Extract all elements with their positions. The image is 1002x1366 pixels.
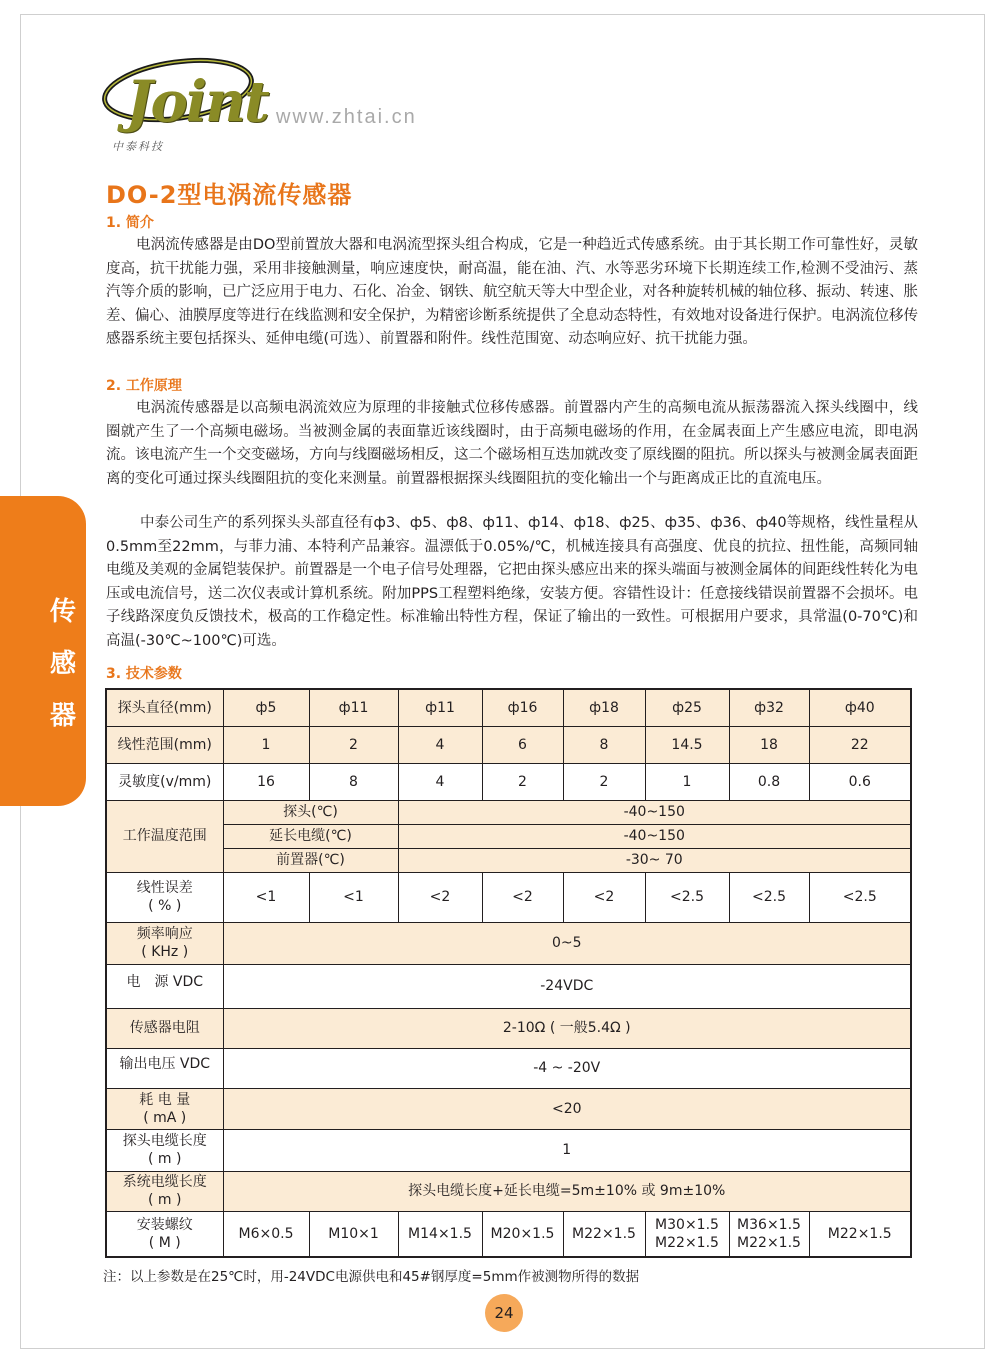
row-label — [106, 1171, 223, 1211]
table-cell: M22×1.5 — [563, 1211, 645, 1257]
table-row — [106, 848, 911, 872]
side-char: 器 — [49, 701, 76, 731]
company-logo — [100, 52, 270, 152]
table-row — [106, 872, 911, 922]
spec-heading: 3. 技术参数 — [106, 666, 182, 682]
table-cell: ф40 — [809, 689, 911, 726]
principle-paragraph-1: 电涡流传感器是以高频电涡流效应为原理的非接触式位移传感器。前置器内产生的高频电流从振荡器流入探头线圈中，线圈就产生了一个高频电磁场。当被测金属的表面靠近该线圈时，由于高频电磁场的作用，在金属表面上产生感应电流，即电涡流。该电流产生一个交变磁场，方向与线圈磁场相反，这二个磁场相互迭加就改变了原线圈的阻抗。所以探头与被测金属表面距离的变化可通过探头线圈阻抗的变化来测量。前置器根据探头线圈阻抗的变化输出一个与距离成正比的直流电压。 — [106, 400, 918, 487]
table-cell: <20 — [223, 1088, 911, 1129]
thread-option: M36×1.5 — [737, 1216, 801, 1233]
row-label-unit: ( M ) — [148, 1234, 181, 1251]
table-row — [106, 800, 911, 824]
table-cell: 0.8 — [729, 763, 809, 800]
table-row — [106, 922, 911, 964]
table-cell: -40~150 — [398, 800, 911, 824]
row-label-line: 线性误差 — [136, 880, 193, 896]
table-cell: 6 — [482, 726, 563, 763]
row-label — [106, 1088, 223, 1129]
row-label — [106, 872, 223, 922]
table-cell: ф32 — [729, 689, 809, 726]
table-cell: M14×1.5 — [398, 1211, 482, 1257]
table-row — [106, 689, 911, 726]
row-label: 线性范围(mm) — [106, 726, 223, 763]
table-cell: <2 — [563, 872, 645, 922]
principle-heading: 2. 工作原理 — [106, 378, 182, 394]
table-cell: <2.5 — [729, 872, 809, 922]
side-char: 感 — [49, 649, 76, 679]
table-cell: -24VDC — [223, 964, 911, 1008]
thread-option: M22×1.5 — [737, 1234, 801, 1251]
table-cell: 4 — [398, 763, 482, 800]
row-label: 工作温度范围 — [106, 800, 223, 872]
page-number: 24 — [485, 1294, 523, 1332]
table-cell: <2 — [398, 872, 482, 922]
intro-heading: 1. 简介 — [106, 215, 154, 231]
table-cell: 1 — [223, 726, 309, 763]
table-cell: 14.5 — [645, 726, 729, 763]
table-cell: 8 — [563, 726, 645, 763]
intro-paragraph: 电涡流传感器是由DO型前置放大器和电涡流型探头组合构成，它是一种趋近式传感系统。由于其长期工作可靠性好，灵敏度高，抗干扰能力强，采用非接触测量，响应速度快，耐高温，能在油、汽、水等恶劣环境下长期连续工作,检测不受油污、蒸汽等介质的影响，已广泛应用于电力、石化、冶金、钢铁、航空航天等大中型企业，对各种旋转机械的轴位移、振动、转速、胀差、偏心、油膜厚度等进行在线监测和安全保护，为精密诊断系统提供了全息动态特性，有效地对设备进行保护。电涡流位移传感器系统主要包括探头、延伸电缆(可选）、前置器和附件。线性范围宽、动态响应好、抗干扰能力强。 — [106, 237, 918, 347]
table-cell: M6×0.5 — [223, 1211, 309, 1257]
sub-row-label: 延长电缆(℃) — [223, 824, 398, 848]
table-row — [106, 1008, 911, 1048]
row-label: 传感器电阻 — [106, 1008, 223, 1048]
row-label: 灵敏度(v/mm) — [106, 763, 223, 800]
table-cell: -30~ 70 — [398, 848, 911, 872]
table-row — [106, 763, 911, 800]
table-cell: M10×1 — [309, 1211, 398, 1257]
table-cell: 2-10Ω ( 一般5.4Ω ) — [223, 1008, 911, 1048]
row-label: 电 源 VDC — [106, 964, 223, 1008]
page-title: DO-2型电涡流传感器 — [106, 181, 353, 209]
row-label-unit: ( mA ) — [143, 1109, 187, 1126]
table-cell: 1 — [645, 763, 729, 800]
table-row — [106, 1129, 911, 1171]
table-cell: ф5 — [223, 689, 309, 726]
row-label-unit: ( % ) — [148, 898, 182, 914]
sub-row-label: 探头(℃) — [223, 800, 398, 824]
spec-table — [105, 688, 912, 1258]
table-cell: 0~5 — [223, 922, 911, 964]
table-cell: ф16 — [482, 689, 563, 726]
row-label-unit: ( m ) — [148, 1192, 182, 1208]
row-label-unit: ( KHz ) — [141, 944, 189, 960]
row-label-line: 频率响应 — [136, 926, 193, 942]
table-cell: ф11 — [309, 689, 398, 726]
table-cell: <1 — [223, 872, 309, 922]
row-label — [106, 922, 223, 964]
table-row — [106, 1171, 911, 1211]
row-label — [106, 1211, 223, 1257]
row-label-line: 探头电缆长度 — [122, 1133, 207, 1149]
table-cell: ф25 — [645, 689, 729, 726]
table-cell: <2 — [482, 872, 563, 922]
table-cell: 16 — [223, 763, 309, 800]
table-row — [106, 1048, 911, 1088]
row-label-line: 耗 电 量 — [139, 1091, 191, 1108]
website-url[interactable]: www.zhtai.cn — [276, 106, 417, 128]
table-row — [106, 964, 911, 1008]
side-category-label — [46, 586, 80, 742]
table-cell: 0.6 — [809, 763, 911, 800]
table-row — [106, 824, 911, 848]
side-char: 传 — [49, 597, 76, 627]
footnote: 注：以上参数是在25℃时，用-24VDC电源供电和45#钢厚度=5mm作被测物所得的数据 — [103, 1269, 640, 1285]
table-cell: -4 ~ -20V — [223, 1048, 911, 1088]
row-label-line: 系统电缆长度 — [122, 1174, 207, 1190]
table-cell: 2 — [563, 763, 645, 800]
table-cell: <1 — [309, 872, 398, 922]
row-label-line: 安装螺纹 — [136, 1216, 193, 1233]
table-row — [106, 1211, 911, 1257]
logo-wordmark: Joint — [126, 69, 268, 135]
logo-subtitle: 中泰科技 — [112, 140, 164, 153]
table-cell: 4 — [398, 726, 482, 763]
table-cell: 22 — [809, 726, 911, 763]
table-cell: M22×1.5 — [809, 1211, 911, 1257]
thread-option: M22×1.5 — [655, 1234, 719, 1251]
table-cell: <2.5 — [645, 872, 729, 922]
thread-option: M30×1.5 — [655, 1216, 719, 1233]
table-cell: 2 — [309, 726, 398, 763]
table-row — [106, 726, 911, 763]
principle-paragraph-2: 中泰公司生产的系列探头头部直径有ф3、ф5、ф8、ф11、ф14、ф18、ф25、ф35、ф36、ф40等规格，线性量程从0.5mm至22mm，与菲力浦、本特利产品兼容。温漂低于0.05%/℃，机械连接具有高强度、优良的抗拉、扭性能，高频同轴电缆及美观的金属铠装保护。前置器是一个电子信号处理器，它把由探头感应出来的探头端面与被测金属体的间距线性转化为电压或电流信号，送二次仪表或计算机系统。附加PPS工程塑料绝缘，安装方便。容错性设计：任意接线错误前置器不会损坏。电子线路深度负反馈技术，极高的工作稳定性。标准输出特性方程，保证了输出的一致性。可根据用户要求，具常温(0-70℃)和高温(-30℃~100℃)可选。 — [106, 515, 918, 649]
table-cell — [729, 1211, 809, 1257]
table-cell: 2 — [482, 763, 563, 800]
table-cell: 1 — [223, 1129, 911, 1171]
table-cell: <2.5 — [809, 872, 911, 922]
table-row — [106, 1088, 911, 1129]
sub-row-label: 前置器(℃) — [223, 848, 398, 872]
row-label-unit: ( m ) — [148, 1151, 182, 1167]
table-cell — [645, 1211, 729, 1257]
row-label: 探头直径(mm) — [106, 689, 223, 726]
table-cell: ф11 — [398, 689, 482, 726]
table-cell: 8 — [309, 763, 398, 800]
row-label: 输出电压 VDC — [106, 1048, 223, 1088]
table-cell: 18 — [729, 726, 809, 763]
table-cell: M20×1.5 — [482, 1211, 563, 1257]
row-label — [106, 1129, 223, 1171]
table-cell: 探头电缆长度+延长电缆=5m±10% 或 9m±10% — [223, 1171, 911, 1211]
table-cell: ф18 — [563, 689, 645, 726]
table-cell: -40~150 — [398, 824, 911, 848]
